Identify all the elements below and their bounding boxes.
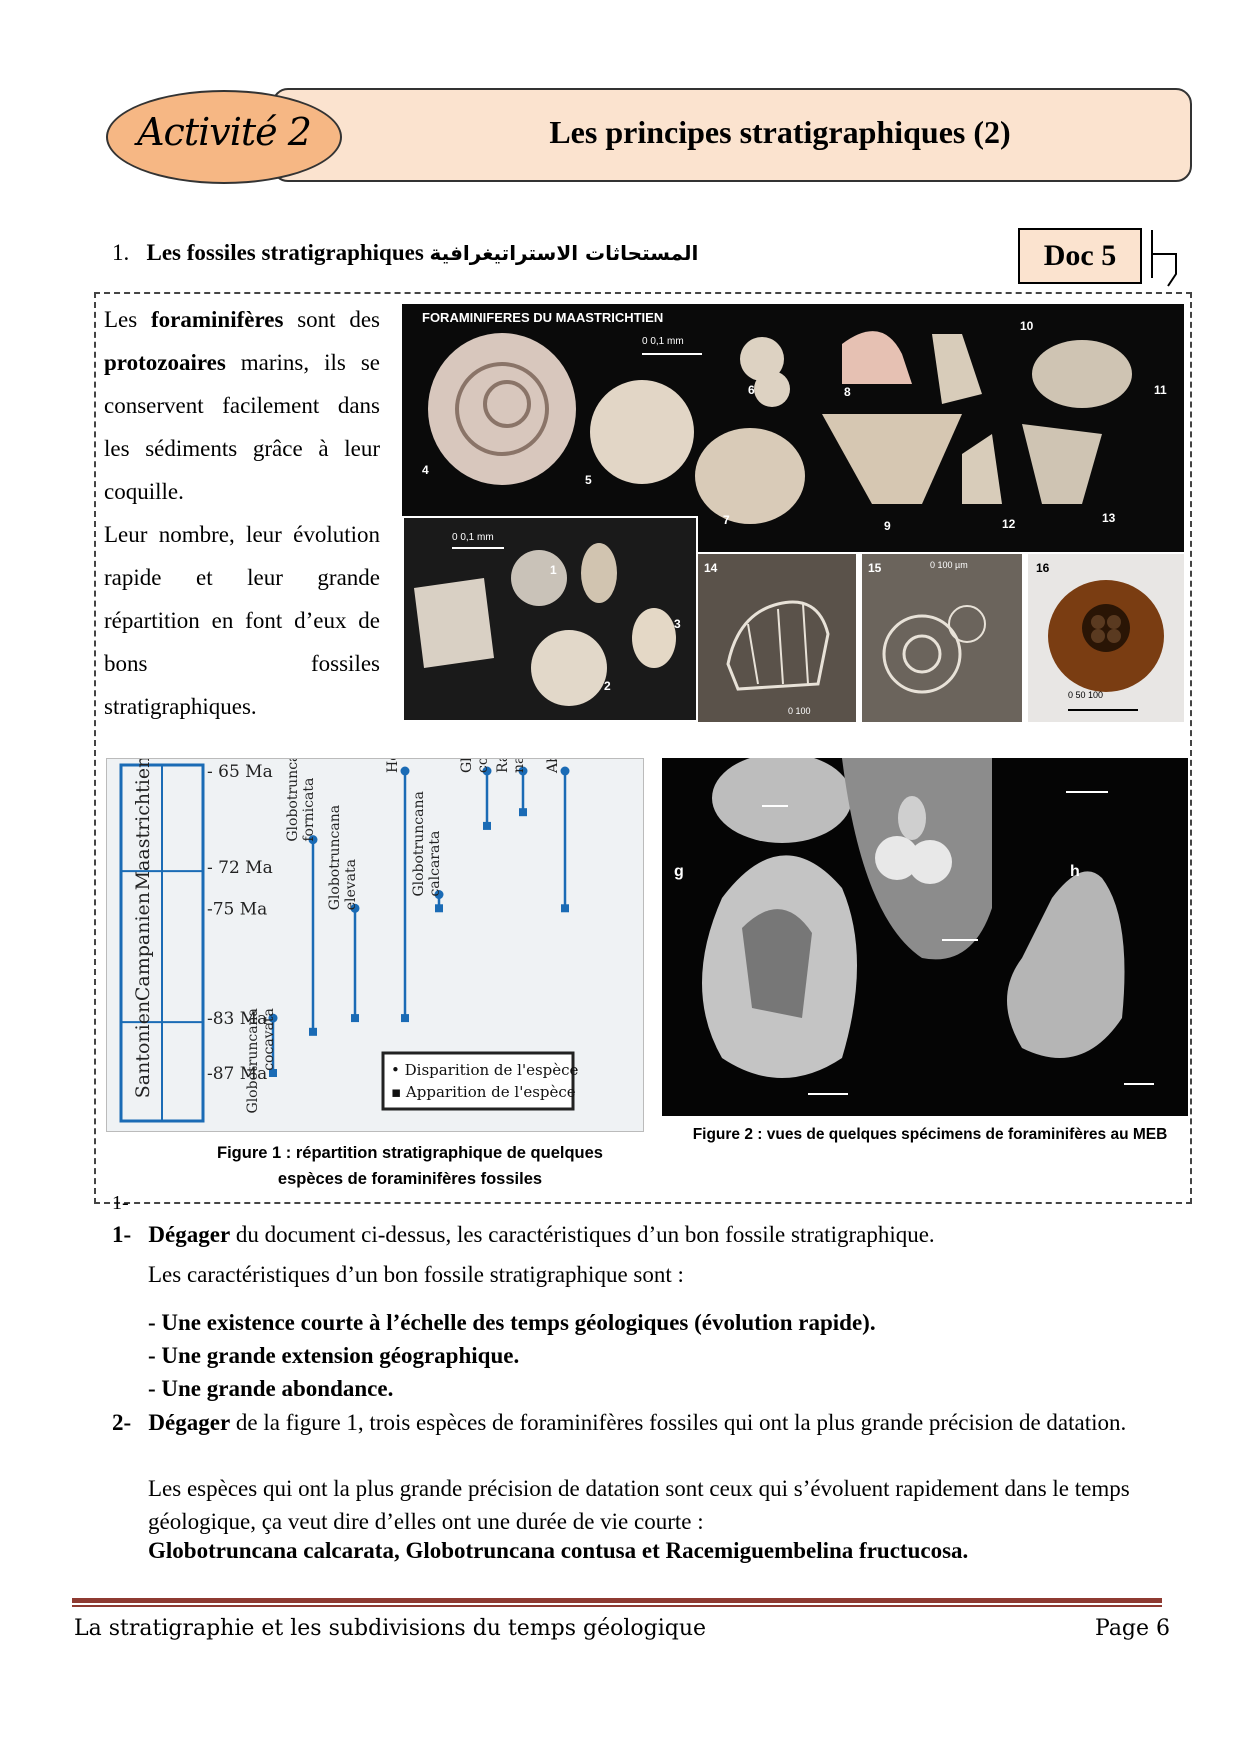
question-2: 2- Dégager de la figure 1, trois espèces de foraminifères fossiles qui ont la plus grande précision de datation.	[112, 1410, 1127, 1435]
footer-course-title: La stratigraphie et les subdivisions du temps géologique	[74, 1616, 707, 1641]
appearance-marker	[483, 822, 491, 830]
species-label	[495, 759, 511, 773]
stage-label: Maastrichtien	[132, 759, 154, 891]
scale-bar-label: 0 0,1 mm	[642, 336, 684, 347]
label-11: 11	[1154, 383, 1167, 397]
section-title-ar: المستحاثات الاستراتيغرافية	[429, 241, 699, 265]
age-tick-label: -87 Ma	[207, 1064, 268, 1084]
age-tick-label: - 65 Ma	[207, 762, 273, 782]
photo-title: FORAMINIFERES DU MAASTRICHTIEN	[422, 310, 664, 325]
age-tick-label: -75 Ma	[207, 899, 268, 920]
sem-specimens-image	[662, 758, 1188, 1116]
doc-badge: Doc 5	[1018, 228, 1142, 284]
figure1-caption: Figure 1 : répartition stratigraphique de quelques espèces de foraminifères fossiles	[217, 1144, 603, 1188]
scale-bar-label-left: 0 0,1 mm	[452, 532, 494, 543]
species-label: elevata	[343, 858, 359, 911]
species-label: cocavata	[261, 1008, 277, 1071]
frame-number: 1-	[112, 1192, 129, 1214]
scale-bar-label-15: 0 100 µm	[930, 560, 968, 570]
intro-paragraph: Les foraminifères sont des protozoaires marins, ils se conservent facilement dans les sédiments grâce à leur coquille. Leur nombre, leur évolution rapide et leur grande répartition en font d’eux de bons fossiles stratigraphiques.	[104, 307, 380, 719]
scale-bar-label-14: 0 100	[788, 706, 811, 716]
label-5: 5	[585, 473, 592, 487]
page-title: Les principes stratigraphiques (2)	[549, 114, 1011, 150]
answer-1-intro: Les caractéristiques d’un bon fossile stratigraphique sont :	[148, 1262, 684, 1287]
label-10: 10	[1020, 319, 1034, 333]
section-number: 1.	[112, 240, 130, 265]
label-6: 6	[748, 383, 755, 397]
appearance-marker	[401, 1014, 409, 1022]
species-label: Globotruncana	[411, 791, 427, 897]
term-foraminiferes: foraminifères	[151, 307, 284, 332]
footer-rule	[72, 1598, 1162, 1603]
label-9: 9	[884, 519, 891, 533]
label-13: 13	[1102, 511, 1116, 525]
label-g: g	[674, 863, 684, 880]
species-label	[385, 759, 401, 773]
figure2-sem-image	[662, 758, 1188, 1116]
species-label: Globotruncana	[327, 804, 343, 911]
label-3: 3	[674, 617, 681, 631]
section-heading	[112, 240, 698, 266]
answer-2-text: Les espèces qui ont la plus grande précision de datation sont ceux qui s’évoluent rapidement dans le temps géologique, ça veut dire d’elles ont une durée de vie courte :	[148, 1476, 1130, 1534]
foraminifera-thin-section-15	[862, 554, 1022, 722]
species-label: calcarata	[427, 830, 443, 897]
stage-label: Santonien	[132, 1000, 154, 1099]
label-7: 7	[723, 513, 730, 527]
figure2-caption: Figure 2 : vues de quelques spécimens de foraminifères au MEB	[692, 1126, 1168, 1143]
foraminifera-thin-section-14	[698, 554, 856, 722]
answer-2-species: Globotruncana calcarata, Globotruncana contusa et Racemiguembelina fructucosa.	[148, 1538, 969, 1563]
page-number: Page 6	[1095, 1616, 1171, 1641]
legend-appearance: ▪ Apparition de l'espèce	[391, 1083, 576, 1101]
appearance-marker	[561, 904, 569, 912]
footer-rule-thin	[72, 1605, 1162, 1607]
activity-label: Activité 2	[137, 110, 311, 154]
intro-paragraph-2: Leur nombre, leur évolution rapide et leur grande répartition en font d’eux de bons fossiles stratigraphiques.	[104, 522, 380, 719]
appearance-marker	[309, 1028, 317, 1036]
label-15: 15	[868, 561, 882, 575]
age-tick-label: -83 Ma	[207, 1009, 268, 1030]
list-item: - Une grande extension géographique.	[148, 1343, 520, 1368]
label-4: 4	[422, 463, 429, 477]
term-protozoaires: protozoaires	[104, 350, 226, 375]
list-item: - Une grande abondance.	[148, 1376, 394, 1401]
label-8: 8	[844, 385, 851, 399]
species-label	[511, 759, 527, 773]
species-label	[459, 759, 475, 773]
list-item: - Une existence courte à l’échelle des temps géologiques (évolution rapide).	[148, 1310, 876, 1335]
label-16: 16	[1036, 561, 1050, 575]
section-title-fr: Les fossiles stratigraphiques	[146, 240, 424, 265]
species-label: Globotruncana	[285, 759, 301, 842]
label-1: 1	[550, 563, 557, 577]
foraminifera-specimens-image	[402, 304, 1184, 552]
figure1-range-chart	[106, 758, 644, 1132]
appearance-marker	[435, 904, 443, 912]
species-label: fornicata	[301, 777, 317, 842]
stage-label: Campanien	[132, 892, 154, 1002]
range-chart-svg	[107, 759, 643, 1131]
label-2: 2	[604, 679, 611, 693]
age-tick-label: - 72 Ma	[207, 858, 273, 879]
foraminifera-photo-1-3	[402, 516, 698, 722]
label-12: 12	[1002, 517, 1016, 531]
species-label	[545, 759, 561, 774]
appearance-marker	[351, 1014, 359, 1022]
species-label	[475, 759, 491, 773]
question-1: 1- Dégager du document ci-dessus, les caractéristiques d’un bon fossile stratigraphique.	[112, 1222, 935, 1247]
foraminifera-photo-maastrichtien	[402, 304, 1184, 552]
doc-bracket-icon	[1150, 228, 1178, 288]
species-label: Globotruncana	[245, 1008, 261, 1114]
answer-1-list	[148, 1306, 876, 1405]
appearance-marker	[519, 808, 527, 816]
label-h: h	[1070, 863, 1080, 880]
foraminifera-thin-section-16	[1028, 554, 1184, 722]
legend-disappearance: • Disparition de l'espèce	[391, 1061, 579, 1079]
label-14: 14	[704, 561, 718, 575]
disappearance-marker	[561, 767, 570, 776]
scale-bar-label-16: 0 50 100	[1068, 690, 1104, 700]
disappearance-marker	[401, 767, 410, 776]
